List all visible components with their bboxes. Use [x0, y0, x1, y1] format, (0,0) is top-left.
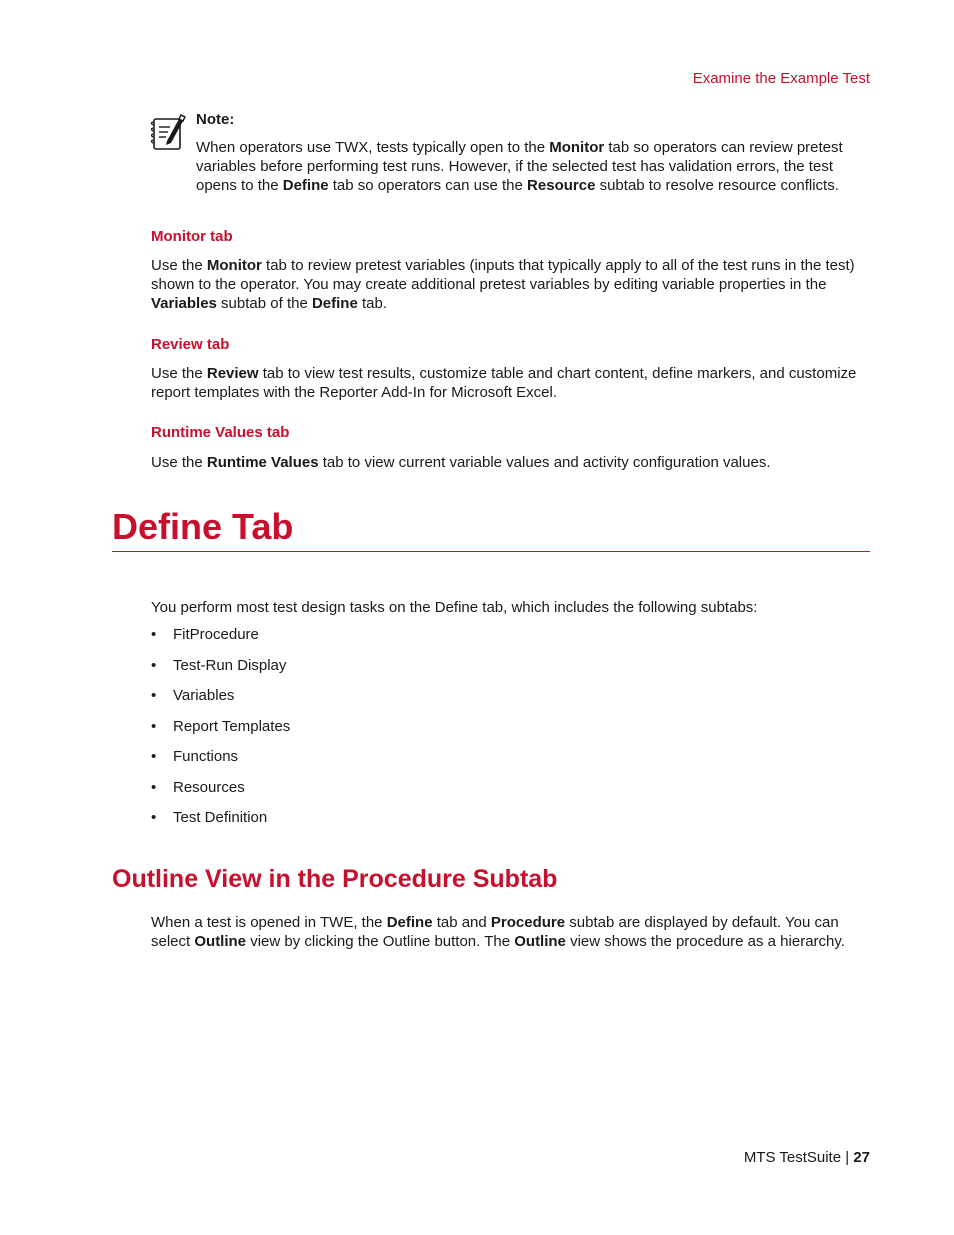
- list-item: • Test-Run Display: [151, 656, 287, 674]
- subtab-list: [151, 624, 290, 838]
- list-item: • Report Templates: [151, 717, 291, 735]
- list-item: • Variables: [151, 687, 235, 704]
- outline-view-heading: Outline View in the Procedure Subtab: [112, 865, 558, 893]
- outline-view-paragraph: When a test is opened in TWE, the Define tab and Procedure subtab are displayed by default. You can select Outline view by clicking the Outline button. The Outline view shows the procedure as a hierarchy.: [151, 914, 845, 950]
- list-item: • Resources: [151, 778, 245, 796]
- running-head: Examine the Example Test: [692, 70, 870, 87]
- review-tab-paragraph: Use the Review tab to view test results, customize table and chart content, define markers, and customize report templates with the Reporter Add-In for Microsoft Excel.: [151, 365, 857, 401]
- list-item: • Test Definition: [151, 809, 268, 826]
- note-pencil-icon: [150, 113, 186, 153]
- note-label: Note:: [196, 111, 235, 128]
- runtime-values-tab-paragraph: Use the Runtime Values tab to view current variable values and activity configuration values.: [151, 454, 771, 471]
- list-item: • Functions: [151, 748, 239, 765]
- heading-rule: [112, 551, 870, 552]
- monitor-tab-heading: Monitor tab: [151, 228, 233, 245]
- page-footer: [744, 1149, 870, 1166]
- note-body: When operators use TWX, tests typically open to the Monitor tab so operators can review pretest variables before performing test runs. However, if the selected test has validation errors, the test opens to the Define tab so operators can use the Resource subtab to resolve resource conflicts.: [196, 139, 843, 194]
- page-number: 27: [853, 1149, 870, 1166]
- review-tab-heading: Review tab: [151, 336, 230, 353]
- define-tab-heading: Define Tab: [112, 506, 294, 547]
- list-item: • FitProcedure: [151, 626, 259, 643]
- footer-product: MTS TestSuite |: [743, 1149, 854, 1166]
- runtime-values-tab-heading: Runtime Values tab: [151, 424, 290, 441]
- monitor-tab-paragraph: Use the Monitor tab to review pretest variables (inputs that typically apply to all of the test runs in the test) shown to the operator. You may create additional pretest variables by editing variable properties in the Variables subtab of the Define tab.: [151, 257, 855, 312]
- define-tab-intro: You perform most test design tasks on the Define tab, which includes the following subtabs:: [151, 599, 758, 616]
